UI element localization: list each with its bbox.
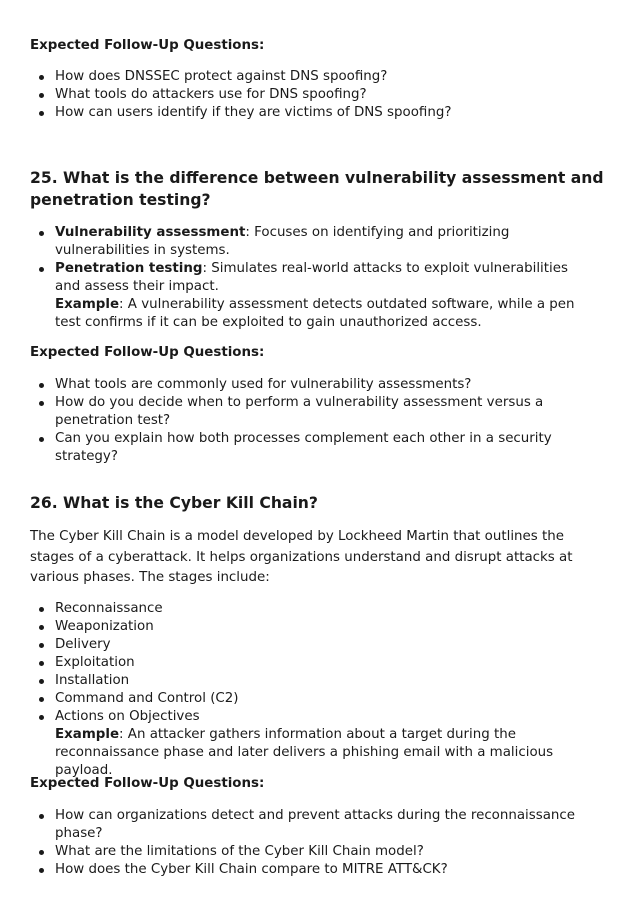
list-item <box>30 260 590 332</box>
followup-list <box>30 376 590 466</box>
list-item: Installation <box>30 672 590 690</box>
list-item <box>30 708 590 780</box>
example <box>55 726 590 780</box>
stage-label: Actions on Objectives <box>55 709 200 724</box>
list-item: What tools do attackers use for DNS spoofing? <box>30 86 590 104</box>
example-text: : An attacker gathers information about a target during the reconnaissance phase and later delivers a phishing email with a malicious payload. <box>55 727 554 778</box>
list-item: Reconnaissance <box>30 600 590 618</box>
stages-list <box>30 600 590 780</box>
list-item: Can you explain how both processes complement each other in a security strategy? <box>30 430 590 466</box>
list-item: What are the limitations of the Cyber Kill Chain model? <box>30 843 590 861</box>
list-item: Weaponization <box>30 618 590 636</box>
example-label: Example <box>55 297 120 312</box>
section-title: 26. What is the Cyber Kill Chain? <box>30 494 318 512</box>
definition-list <box>30 224 590 332</box>
followup-heading: Expected Follow-Up Questions: <box>30 38 265 53</box>
section-title: 25. What is the difference between vulnerability assessment and penetration testing? <box>30 169 604 209</box>
definition: : Simulates real-world attacks to exploit vulnerabilities and assess their impact. <box>55 261 568 294</box>
followup-list <box>30 807 590 879</box>
example <box>55 296 590 332</box>
example-label: Example <box>55 727 120 742</box>
term: Penetration testing <box>55 261 203 276</box>
followup-heading: Expected Follow-Up Questions: <box>30 345 265 360</box>
followup-list <box>30 68 590 122</box>
list-item: Delivery <box>30 636 590 654</box>
list-item: How does DNSSEC protect against DNS spoofing? <box>30 68 590 86</box>
list-item: Command and Control (C2) <box>30 690 590 708</box>
term: Vulnerability assessment <box>55 225 246 240</box>
intro-paragraph: The Cyber Kill Chain is a model developed by Lockheed Martin that outlines the stages of a cyberattack. It helps organizations understand and disrupt attacks at various phases. The stages include: <box>30 529 573 585</box>
list-item <box>30 224 590 260</box>
followup-heading: Expected Follow-Up Questions: <box>30 776 265 791</box>
list-item: How do you decide when to perform a vulnerability assessment versus a penetration test? <box>30 394 590 430</box>
definition: : Focuses on identifying and prioritizing vulnerabilities in systems. <box>55 225 510 258</box>
list-item: Exploitation <box>30 654 590 672</box>
list-item: How can users identify if they are victims of DNS spoofing? <box>30 104 590 122</box>
list-item: How does the Cyber Kill Chain compare to MITRE ATT&CK? <box>30 861 590 879</box>
list-item: What tools are commonly used for vulnerability assessments? <box>30 376 590 394</box>
list-item: How can organizations detect and prevent attacks during the reconnaissance phase? <box>30 807 590 843</box>
example-text: : A vulnerability assessment detects outdated software, while a pen test confirms if it can be exploited to gain unauthorized access. <box>55 297 575 330</box>
